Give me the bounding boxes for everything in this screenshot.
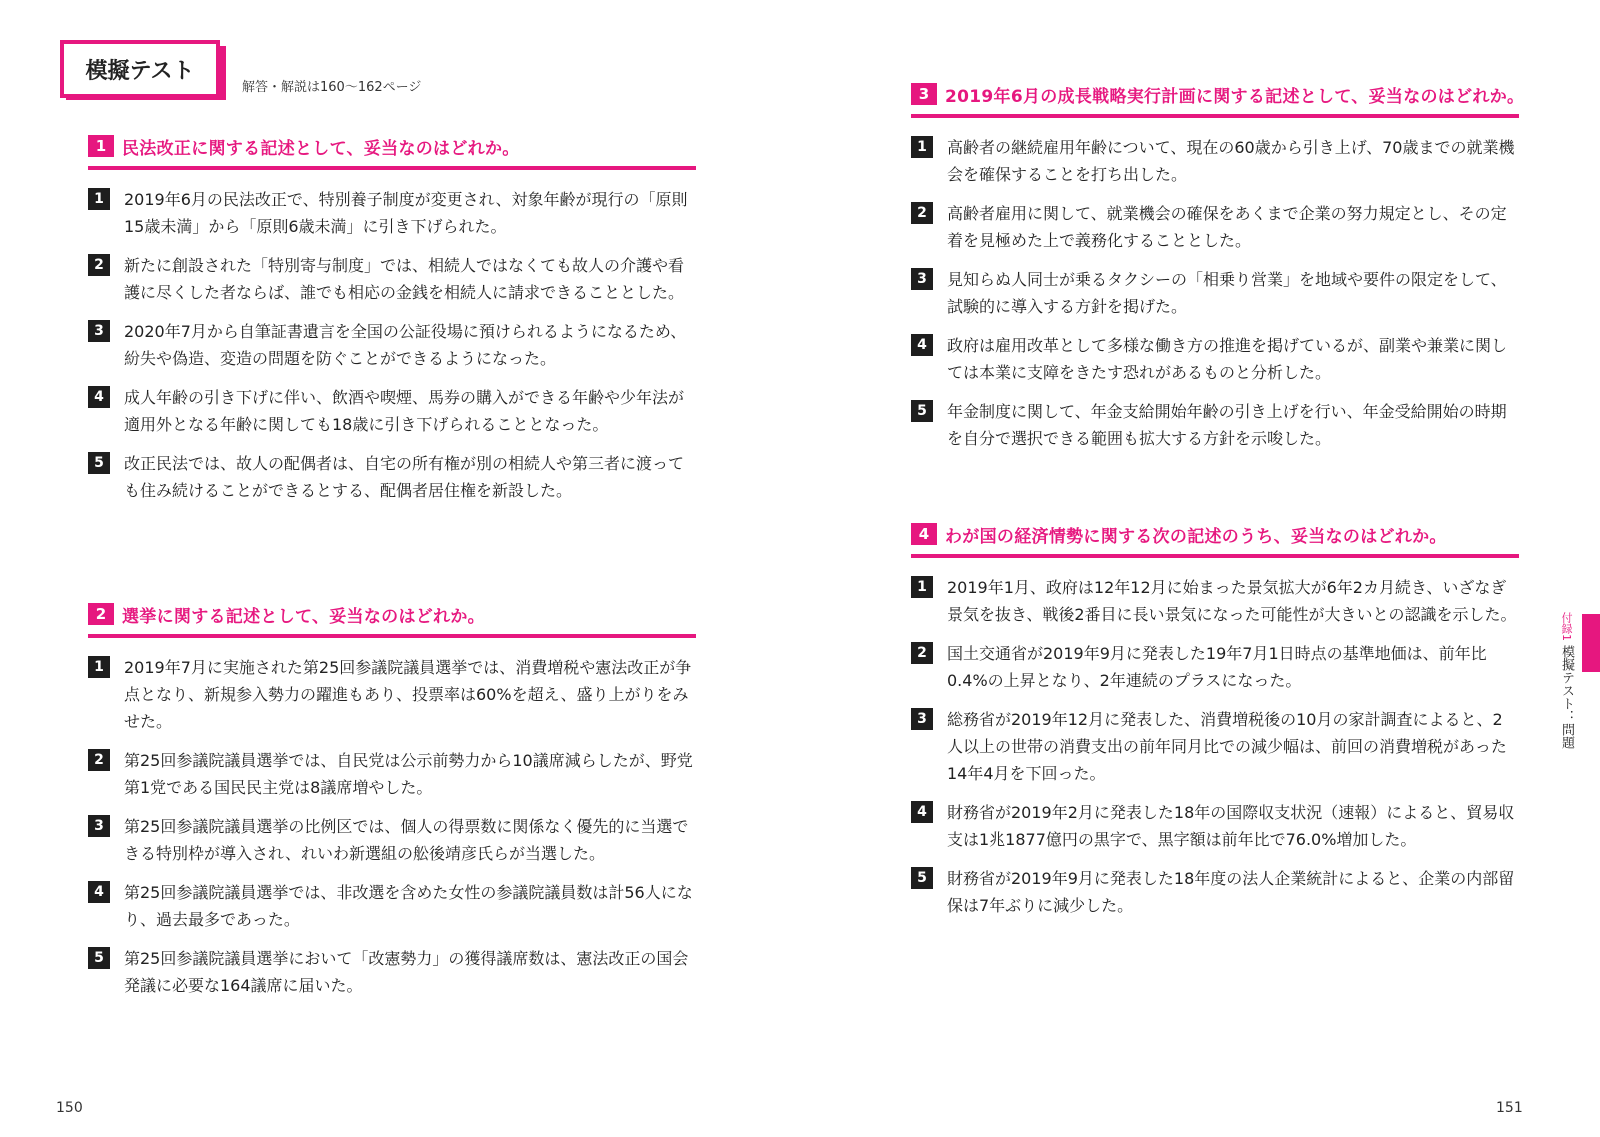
choice-number: 3	[911, 268, 933, 290]
choice-number: 1	[88, 188, 110, 210]
choice-number: 2	[88, 254, 110, 276]
choice-text: 第25回参議院議員選挙では、自民党は公示前勢力から10議席減らしたが、野党第1党である国民民主党は8議席増やした。	[124, 751, 693, 797]
question-2	[88, 600, 696, 1011]
question-header	[911, 80, 1525, 108]
choice-text: 総務省が2019年12月に発表した、消費増税後の10月の家計調査によると、2人以上の世帯の消費支出の前年同月比での減少幅は、前回の消費増税があった14年4月を下回った。	[947, 710, 1507, 783]
choice-item	[911, 640, 1519, 694]
question-number: 1	[88, 135, 114, 157]
choice-text: 2019年7月に実施された第25回参議院議員選挙では、消費増税や憲法改正が争点となり、新規参入勢力の躍進もあり、投票率は60%を超え、盛り上がりをみせた。	[124, 658, 692, 731]
choice-number: 5	[88, 947, 110, 969]
choice-text: 政府は雇用改革として多様な働き方の推進を掲げているが、副業や兼業に関しては本業に支障をきたす恐れがあるものと分析した。	[947, 336, 1508, 382]
question-underline	[911, 554, 1519, 558]
question-number: 4	[911, 523, 937, 545]
choice-item	[88, 252, 696, 306]
choice-number: 1	[911, 576, 933, 598]
chapter-title: 模擬テスト：問題	[1559, 645, 1574, 750]
question-text: 2019年6月の成長戦略実行計画に関する記述として、妥当なのはどれか。	[945, 86, 1525, 107]
choice-text: 2020年7月から自筆証書遺言を全国の公証役場に預けられるようになるため、紛失や偽造、変造の問題を防ぐことができるようになった。	[124, 322, 687, 368]
answer-reference-note: 解答・解説は160〜162ページ	[242, 80, 422, 95]
choice-item	[911, 706, 1519, 787]
choice-item	[88, 384, 696, 438]
question-underline	[911, 114, 1519, 118]
choice-text: 見知らぬ人同士が乗るタクシーの「相乗り営業」を地域や要件の限定をして、試験的に導入する方針を掲げた。	[947, 270, 1507, 316]
choice-item	[911, 799, 1519, 853]
choice-text: 第25回参議院議員選挙において「改憲勢力」の獲得議席数は、憲法改正の国会発議に必要な164議席に届いた。	[124, 949, 689, 995]
choice-text: 2019年1月、政府は12年12月に始まった景気拡大が6年2カ月続き、いざなぎ景気を抜き、戦後2番目に長い景気になった可能性が大きいとの認識を示した。	[947, 578, 1517, 624]
choice-number: 4	[88, 881, 110, 903]
choice-text: 国土交通省が2019年9月に発表した19年7月1日時点の基準地価は、前年比0.4%の上昇となり、2年連続のプラスになった。	[947, 644, 1487, 690]
question-header	[88, 600, 696, 628]
choice-text: 年金制度に関して、年金支給開始年齢の引き上げを行い、年金受給開始の時期を自分で選択できる範囲も拡大する方針を示唆した。	[947, 402, 1507, 448]
chapter-tab-label	[1556, 612, 1576, 749]
page-number-right: 151	[1496, 1100, 1523, 1116]
choice-number: 2	[911, 642, 933, 664]
choice-number: 3	[88, 320, 110, 342]
choice-number: 3	[88, 815, 110, 837]
choice-number: 4	[88, 386, 110, 408]
question-underline	[88, 166, 696, 170]
question-header	[911, 520, 1519, 548]
question-text: わが国の経済情勢に関する次の記述のうち、妥当なのはどれか。	[945, 526, 1447, 547]
choice-text: 高齢者の継続雇用年齢について、現在の60歳から引き上げ、70歳までの就業機会を確保することを打ち出した。	[947, 138, 1515, 184]
choice-item	[911, 398, 1519, 452]
choice-item	[88, 945, 696, 999]
choice-text: 財務省が2019年2月に発表した18年の国際収支状況（速報）によると、貿易収支は1兆1877億円の黒字で、黒字額は前年比で76.0%増加した。	[947, 803, 1515, 849]
choice-text: 第25回参議院議員選挙の比例区では、個人の得票数に関係なく優先的に当選できる特別枠が導入され、れいわ新選組の舩後靖彦氏らが当選した。	[124, 817, 689, 863]
choice-number: 2	[88, 749, 110, 771]
choice-number: 5	[911, 867, 933, 889]
choice-number: 4	[911, 801, 933, 823]
choice-item	[911, 574, 1519, 628]
page-number-left: 150	[56, 1100, 83, 1116]
question-underline	[88, 634, 696, 638]
choice-text: 財務省が2019年9月に発表した18年度の法人企業統計によると、企業の内部留保は7年ぶりに減少した。	[947, 869, 1515, 915]
choice-number: 1	[88, 656, 110, 678]
choice-number: 5	[911, 400, 933, 422]
question-number: 2	[88, 603, 114, 625]
question-4	[911, 520, 1519, 931]
choice-number: 2	[911, 202, 933, 224]
appendix-label: 付録1	[1560, 612, 1573, 641]
question-1	[88, 132, 696, 516]
choice-item	[88, 450, 696, 504]
choice-item	[88, 879, 696, 933]
choice-item	[88, 747, 696, 801]
choice-text: 成人年齢の引き下げに伴い、飲酒や喫煙、馬券の購入ができる年齢や少年法が適用外となる年齢に関しても18歳に引き下げられることとなった。	[124, 388, 685, 434]
question-text: 選挙に関する記述として、妥当なのはどれか。	[122, 606, 485, 627]
choice-item	[88, 813, 696, 867]
choice-number: 4	[911, 334, 933, 356]
choice-item	[911, 134, 1519, 188]
right-page	[800, 0, 1600, 1137]
choice-text: 2019年6月の民法改正で、特別養子制度が変更され、対象年齢が現行の「原則15歳未満」から「原則6歳未満」に引き下げられた。	[124, 190, 688, 236]
choice-number: 1	[911, 136, 933, 158]
choice-item	[911, 865, 1519, 919]
choice-text: 改正民法では、故人の配偶者は、自宅の所有権が別の相続人や第三者に渡っても住み続けることができるとする、配偶者居住権を新設した。	[124, 454, 685, 500]
question-number: 3	[911, 83, 937, 105]
question-header	[88, 132, 696, 160]
question-text: 民法改正に関する記述として、妥当なのはどれか。	[122, 138, 520, 159]
question-3	[911, 80, 1525, 464]
choice-item	[88, 318, 696, 372]
choice-item	[88, 186, 696, 240]
page-title: 模擬テスト	[60, 40, 220, 98]
choice-item	[911, 266, 1519, 320]
title-block	[60, 40, 226, 100]
choice-number: 5	[88, 452, 110, 474]
choice-text: 新たに創設された「特別寄与制度」では、相続人ではなくても故人の介護や看護に尽くした者ならば、誰でも相応の金銭を相続人に請求できることとした。	[124, 256, 685, 302]
choice-item	[911, 332, 1519, 386]
choice-text: 高齢者雇用に関して、就業機会の確保をあくまで企業の努力規定とし、その定着を見極めた上で義務化することとした。	[947, 204, 1507, 250]
choice-item	[911, 200, 1519, 254]
choice-item	[88, 654, 696, 735]
chapter-tab	[1582, 614, 1600, 672]
choice-text: 第25回参議院議員選挙では、非改選を含めた女性の参議院議員数は計56人になり、過去最多であった。	[124, 883, 693, 929]
choice-number: 3	[911, 708, 933, 730]
